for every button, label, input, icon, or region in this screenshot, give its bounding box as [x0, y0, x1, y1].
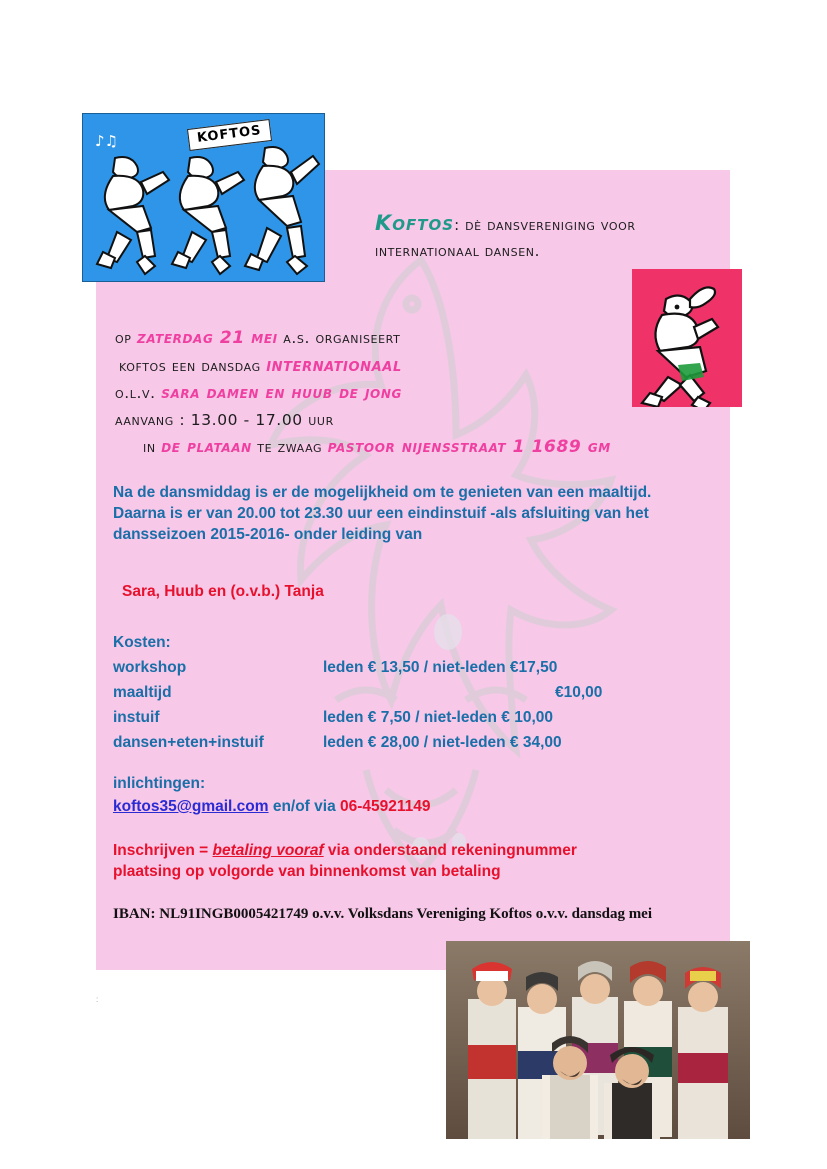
price-amount: €10,00 [555, 684, 603, 701]
prices-title: Kosten: [113, 634, 171, 651]
iban-line: IBAN: NL91INGB0005421749 o.v.v. Volksdans Vereniging Koftos o.v.v. dansdag mei [113, 906, 653, 922]
prices-block [113, 630, 730, 755]
table-row [113, 655, 602, 680]
register-line-1-c: via onderstaand rekeningnummer [323, 842, 577, 859]
cartoon-banner-label: KOFTOS [187, 119, 272, 151]
phone-number: 06-45921149 [340, 798, 431, 815]
event-line-1 [115, 325, 715, 352]
register-line-1 [113, 840, 723, 861]
contact-block [113, 772, 431, 818]
event-date: zaterdag 21 mei [137, 328, 278, 348]
price-label: instuif [113, 709, 160, 726]
info-line-1: Na de dansmiddag is er de mogelijkheid om te genieten van een maaltijd. [113, 484, 652, 501]
info-line-2: Daarna is er van 20.00 tot 23.30 uur een eindinstuif -als afsluiting van het dansseizoen 2015-2016- onder leiding van [113, 505, 649, 543]
register-line-1-a: Inschrijven = [113, 842, 213, 859]
price-label: workshop [113, 659, 187, 676]
payment-emphasis: betaling vooraf [212, 842, 324, 859]
event-time: aanvang : 13.00 - 17.00 uur [115, 411, 334, 429]
folk-costume-group-photo [446, 941, 750, 1139]
dancer-figure [632, 269, 742, 407]
info-block [113, 482, 730, 545]
event-line-5-a: in [143, 438, 162, 456]
event-details-block [115, 325, 715, 461]
event-city: te zwaag [251, 438, 328, 456]
event-teachers: sara damen en huub de jong [161, 383, 402, 403]
headline-rest: : dè dansvereniging voor internationaal dansen. [375, 216, 636, 260]
event-line-3-a: o.l.v. [115, 384, 162, 402]
event-line-2 [115, 352, 715, 380]
register-line-2: plaatsing op volgorde van binnenkomst van betaling [113, 863, 501, 880]
price-label: dansen+eten+instuif [113, 734, 264, 751]
contact-separator: en/of via [268, 798, 341, 815]
table-row [113, 705, 602, 730]
event-line-5 [115, 434, 715, 461]
event-line-4 [115, 407, 715, 434]
price-amount: leden € 7,50 / niet-leden € 10,00 [323, 709, 554, 726]
event-line-1-c: a.s. organiseert [277, 329, 401, 347]
brand-name: Koftos [375, 211, 455, 235]
event-line-3 [115, 380, 715, 407]
prices-table [113, 655, 602, 755]
event-venue: de plataan [161, 437, 252, 457]
contact-title: inlichtingen: [113, 775, 206, 792]
event-type: internationaal [266, 355, 402, 376]
email-link[interactable]: koftos35@gmail.com [113, 798, 269, 815]
table-row [113, 680, 602, 705]
group-photo-graphic [446, 941, 750, 1139]
event-line-2-a: koftos een dansdag [119, 357, 267, 375]
price-amount: leden € 28,00 / niet-leden € 34,00 [323, 734, 562, 751]
event-address: pastoor nijensstraat 1 1689 gm [327, 437, 611, 457]
leaders-names: Sara, Huub en (o.v.b.) Tanja [122, 583, 324, 600]
table-row [113, 730, 602, 755]
tiny-mark: : [96, 995, 99, 1004]
poster-headline [375, 210, 725, 264]
registration-block [113, 840, 723, 882]
dancer-logo-image [632, 269, 742, 407]
price-label: maaltijd [113, 684, 172, 701]
price-amount: leden € 13,50 / niet-leden €17,50 [323, 659, 558, 676]
cartoon-dancers-image [82, 113, 325, 282]
contact-line [113, 795, 431, 818]
event-line-1-a: op [115, 329, 138, 347]
music-note-icon: ♪♫ [95, 132, 119, 150]
